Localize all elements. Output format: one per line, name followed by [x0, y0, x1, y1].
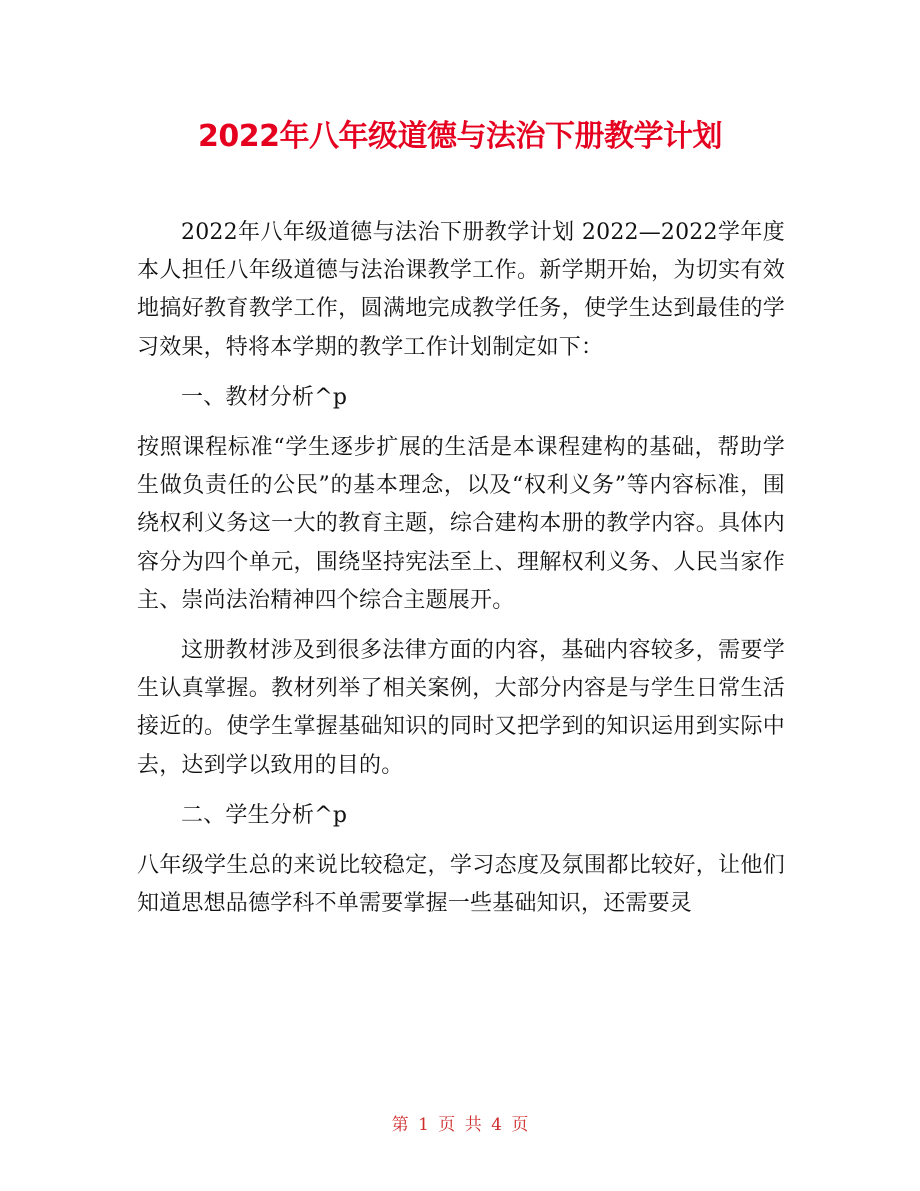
textbook-content-paragraph: 这册教材涉及到很多法律方面的内容，基础内容较多，需要学生认真掌握。教材列举了相关案例，大部分内容是与学生日常生活接近的。使学生掌握基础知识的同时又把学到的知识运用到实际中去，达到学以致用的目的。 [137, 638, 785, 778]
intro-paragraph: 2022年八年级道德与法治下册教学计划 2022—2022学年度本人担任八年级道德与法治课教学工作。新学期开始，为切实有效地搞好教育教学工作，圆满地完成教学任务，使学生达到最佳的学习效果，特将本学期的教学工作计划制定如下： [137, 220, 785, 360]
student-analysis-paragraph: 八年级学生总的来说比较稳定，学习态度及氛围都比较好，让他们知道思想品德学科不单需要掌握一些基础知识，还需要灵 [137, 853, 785, 917]
document-title: 2022年八年级道德与法治下册教学计划 [198, 119, 722, 154]
page-number-footer: 第 1 页 共 4 页 [391, 1115, 529, 1135]
textbook-analysis-paragraph: 按照课程标准“学生逐步扩展的生活是本课程建构的基础，帮助学生做负责任的公民”的基本理念，以及“权利义务”等内容标准，围绕权利义务这一大的教育主题，综合建构本册的教学内容。具体内容分为四个单元，围绕坚持宪法至上、理解权利义务、人民当家作主、崇尚法治精神四个综合主题展开。 [137, 435, 785, 613]
document-body [137, 214, 785, 923]
section-heading-textbook-analysis: 一、教材分析^p [181, 384, 348, 410]
section-heading-student-analysis: 二、学生分析^p [181, 802, 348, 828]
